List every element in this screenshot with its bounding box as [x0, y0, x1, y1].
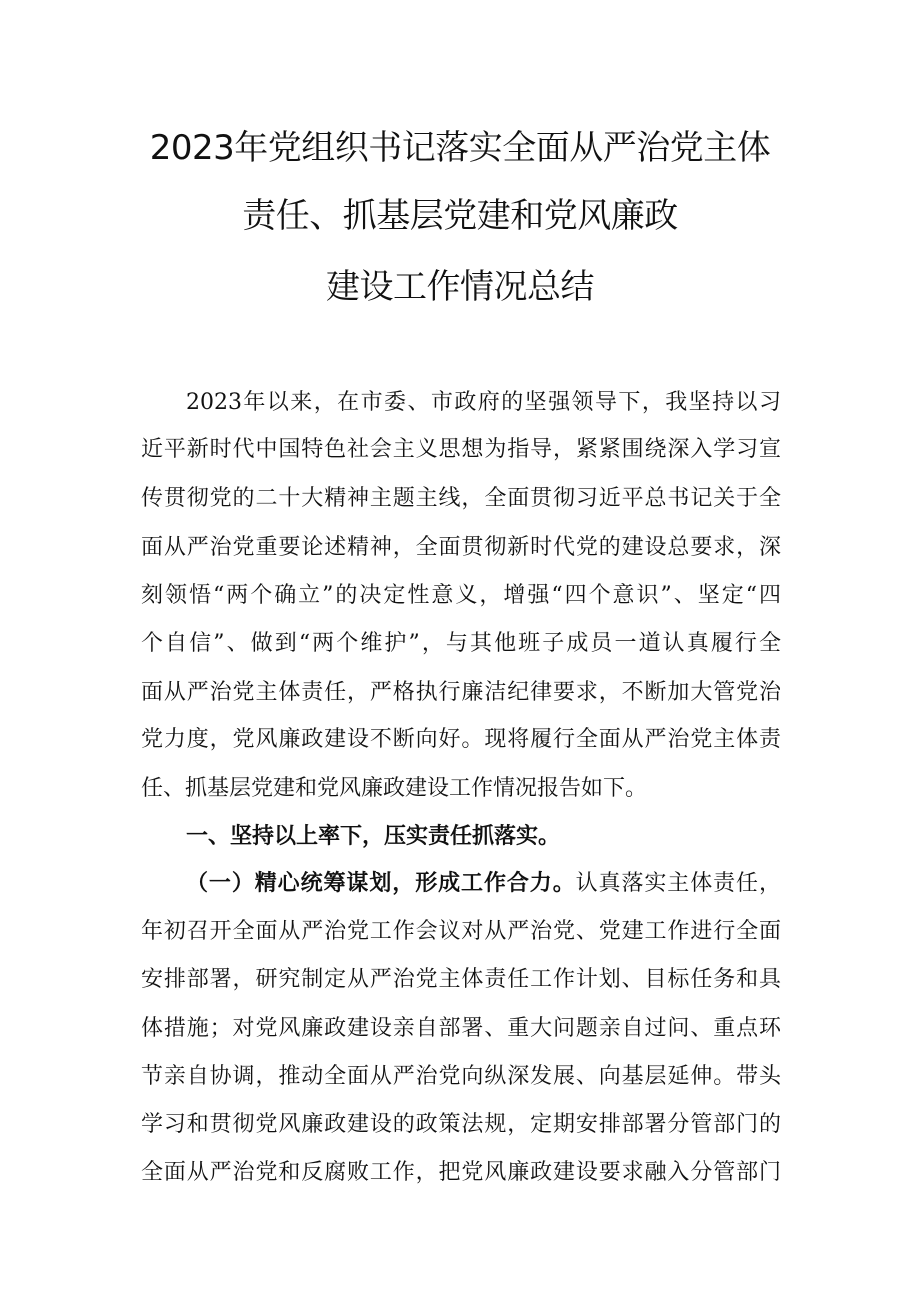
intro-line-7: 面从严治党主体责任，严格执行廉洁纪律要求，不断加大管党治 — [141, 680, 781, 705]
subsection-1-first-text: 认真落实主体责任， — [575, 871, 781, 896]
intro-line-9: 任、抓基层党建和党风廉政建设工作情况报告如下。 — [141, 776, 648, 801]
subsection-1-line-4: 体措施；对党风廉政建设亲自部署、重大问题亲自过问、重点环 — [141, 1016, 781, 1041]
subsection-heading-1: （一）精心统筹谋划，形成工作合力。 — [186, 871, 576, 896]
subsection-1-line-2: 年初召开全面从严治党工作会议对从严治党、党建工作进行全面 — [141, 919, 781, 944]
intro-line-1: 2023年以来，在市委、市政府的坚强领导下，我坚持以习 — [186, 390, 781, 415]
intro-line-8: 党力度，党风廉政建设不断向好。现将履行全面从严治党主体责 — [141, 727, 781, 752]
document-title-line-2: 责任、抓基层党建和党风廉政 — [242, 196, 678, 236]
subsection-1-line-3: 安排部署，研究制定从严治党主体责任工作计划、目标任务和具 — [141, 967, 781, 992]
document-title-line-1: 2023年党组织书记落实全面从严治党主体 — [149, 128, 771, 168]
intro-line-3: 传贯彻党的二十大精神主题主线，全面贯彻习近平总书记关于全 — [141, 486, 781, 511]
intro-line-4: 面从严治党重要论述精神，全面贯彻新时代党的建设总要求，深 — [141, 535, 781, 560]
subsection-1-first-line — [186, 866, 781, 902]
intro-line-5: 刻领悟“两个确立”的决定性意义，增强“四个意识”、坚定“四 — [141, 583, 781, 608]
subsection-1-line-6: 学习和贯彻党风廉政建设的政策法规，定期安排部署分管部门的 — [141, 1112, 781, 1137]
subsection-1-line-7: 全面从严治党和反腐败工作，把党风廉政建设要求融入分管部门 — [141, 1160, 781, 1185]
subsection-1-line-5: 节亲自协调，推动全面从严治党向纵深发展、向基层延伸。带头 — [141, 1064, 781, 1089]
section-heading-1: 一、坚持以上率下，压实责任抓落实。 — [186, 824, 561, 849]
intro-line-2: 近平新时代中国特色社会主义思想为指导，紧紧围绕深入学习宣 — [141, 437, 781, 462]
intro-line-6: 个自信”、做到“两个维护”，与其他班子成员一道认真履行全 — [141, 631, 781, 656]
document-title-line-3: 建设工作情况总结 — [326, 267, 594, 307]
